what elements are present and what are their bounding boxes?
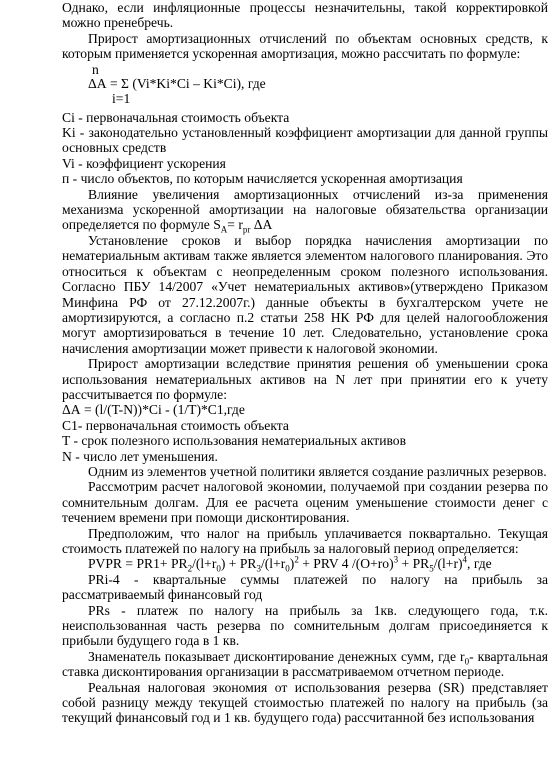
definition-ki: Ki - законодательно установленный коэффициент амортизации для данной группы основных средств bbox=[62, 125, 548, 156]
paragraph-reserves: Одним из элементов учетной политики является создание различных резервов. bbox=[88, 463, 547, 479]
definition-t: T - срок полезного использования нематериальных активов bbox=[62, 433, 407, 449]
paragraph-tax-influence bbox=[62, 186, 548, 236]
subscript: 5 bbox=[429, 564, 434, 575]
definition-n: п - число объектов, по которым начисляется ускоренная амортизация bbox=[62, 171, 463, 187]
text-run: ) + PR bbox=[220, 556, 257, 572]
text-run: /(l+r bbox=[192, 556, 217, 572]
subscript: 3 bbox=[256, 564, 261, 575]
formula-delta-a: ΔА = Σ (Vi*Ki*Ci – Ki*Ci), где bbox=[88, 75, 266, 91]
paragraph-denominator bbox=[62, 649, 548, 680]
paragraph-doubtful-debts: Рассмотрим расчет налоговой экономии, получаемой при создании резерва по сомнительным долгам. Для ее расчета оценим уменьшение стоимости денег с течением времени при помощи дисконтирования. bbox=[62, 479, 548, 526]
paragraph-amortization-increase: Прирост амортизации вследствие принятия решения об уменьшении срока использования нематериальных активов на N лет при принятии его к учету рассчитывается по формуле: bbox=[62, 356, 548, 402]
text-run: - квартальная ставка дисконтирования организации в рассматриваемом отчетном периоде. bbox=[62, 648, 548, 680]
document-page bbox=[62, 0, 548, 726]
subscript: pr bbox=[242, 225, 251, 236]
paragraph-accelerated-amortization: Прирост амортизационных отчислений по объектам основных средств, к которым применяется ускоренная амортизация, можно рассчитать по формуле: bbox=[62, 30, 548, 62]
text-run: ΔА bbox=[250, 217, 273, 233]
formula-sum bbox=[62, 62, 548, 106]
text-run: /(l+r bbox=[261, 556, 286, 572]
paragraph-real-tax-savings: Реальная налоговая экономия от использования резерва (SR) представляет собой разницу между текущей стоимостью платежей по налогу на прибыль (за текущий финансовый год и 1 кв. будущего года) рассчитанной без использования bbox=[62, 679, 548, 726]
subscript: 2 bbox=[187, 564, 193, 575]
formula-intangible: ΔА = (l/(T-N))*Ci - (1/T)*C1,где bbox=[62, 402, 245, 418]
subscript: A bbox=[220, 225, 228, 236]
text-run: + PRV 4 /(O+ro) bbox=[298, 556, 394, 572]
definition-n-years: N - число лет уменьшения. bbox=[62, 448, 218, 464]
definition-ci: Ci - первоначальная стоимость объекта bbox=[62, 109, 290, 125]
text-run: , где bbox=[467, 556, 492, 572]
text-run: PVPR = PR1+ PR bbox=[88, 556, 188, 572]
definition-c1: C1- первоначальная стоимость объекта bbox=[62, 417, 289, 433]
text-run: Влияние увеличения амортизационных отчислений из-за применения механизма ускоренной амортизации на налоговые обязательства организации определяется по формуле S bbox=[62, 186, 548, 233]
superscript: 4 bbox=[462, 554, 468, 565]
text-run: /(l+r) bbox=[433, 556, 463, 572]
subscript: 0 bbox=[216, 564, 221, 575]
superscript: 3 bbox=[393, 554, 399, 565]
text-run: = r bbox=[227, 217, 243, 233]
definition-vi: Vi - коэффициент ускорения bbox=[62, 155, 226, 171]
text-run: ) bbox=[289, 556, 295, 572]
formula-upper-limit: n bbox=[92, 61, 99, 77]
paragraph-quarterly-tax: Предположим, что налог на прибыль уплачивается поквартально. Текущая стоимость платежей по налогу на прибыль за налоговый период определяется: bbox=[62, 525, 548, 556]
text-run: + PR bbox=[398, 556, 430, 572]
subscript: 0 bbox=[464, 656, 470, 667]
paragraph-intangible-assets: Установление сроков и выбор порядка начисления амортизации по нематериальным активам также является элементом налогового планирования. Это относиться к объектам с неопределенным сроком полезного использования. Согласно ПБУ 14/2007 «Учет нематериальных активов»(утверждено Приказом Минфина РФ от 27.12.2007г.) данные объекты в бухгалтерском учете не амортизируются, а согласно п.2 статьи 258 НК РФ для целей налогообложения могут амортизироваться в течение 10 лет. Следовательно, установление срока начисления амортизации может привести к налоговой экономии. bbox=[62, 232, 548, 356]
superscript: 2 bbox=[294, 554, 299, 565]
formula-lower-limit: i=1 bbox=[112, 90, 131, 106]
subscript: 0 bbox=[285, 564, 290, 575]
paragraph-inflation: Однако, если инфляционные процессы незначительны, такой корректировкой можно пренебречь. bbox=[62, 0, 548, 31]
definition-pri: PRi-4 - квартальные суммы платежей по налогу на прибыль за рассматриваемый финансовый год bbox=[62, 571, 548, 603]
definition-prs: PRs - платеж по налогу на прибыль за 1кв. следующего года, т.к. неиспользованная часть резерва по сомнительным долгам присоединяется к прибыли будущего года в 1 кв. bbox=[62, 602, 548, 649]
formula-pvpr bbox=[62, 554, 548, 575]
text-run: Знаменатель показывает дисконтирование денежных сумм, где r bbox=[88, 648, 465, 664]
